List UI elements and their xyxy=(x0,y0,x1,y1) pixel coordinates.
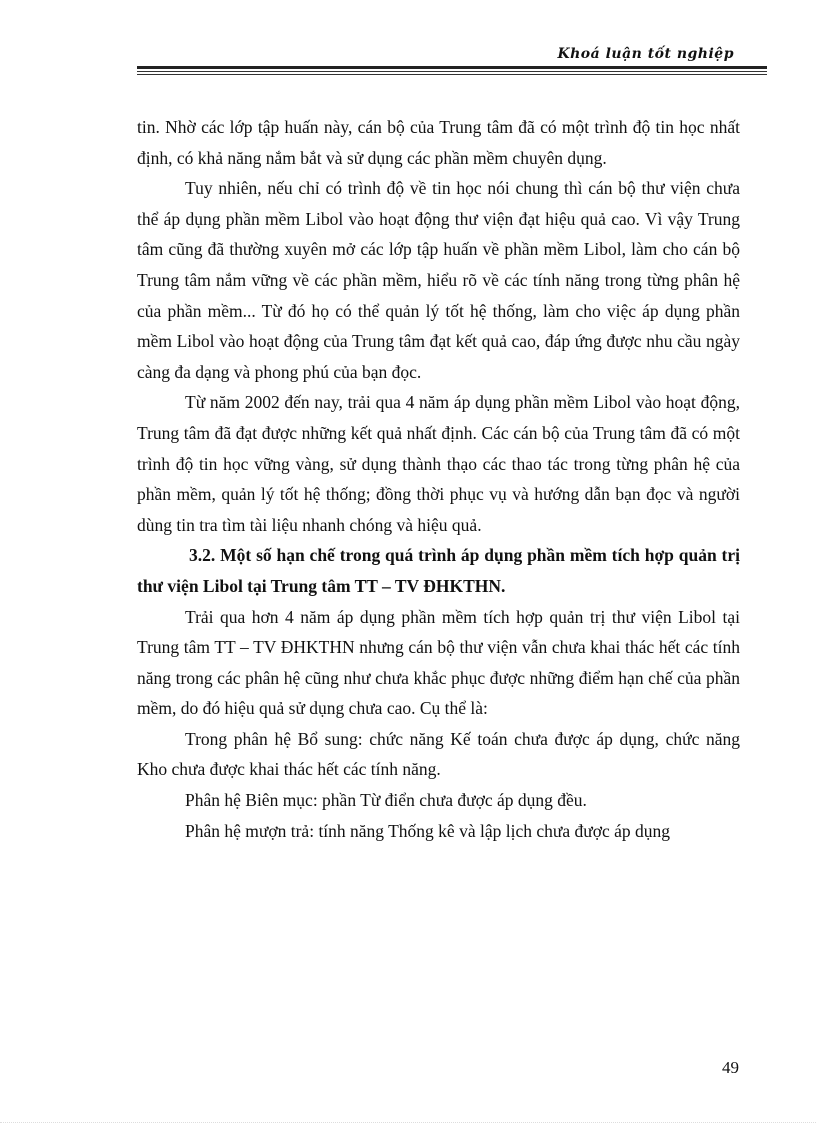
header-rule-thin xyxy=(137,74,767,75)
header-title: Khoá luận tốt nghiệp xyxy=(557,46,734,62)
body-text xyxy=(137,112,740,846)
paragraph: Phân hệ mượn trả: tính năng Thống kê và lập lịch chưa được áp dụng xyxy=(185,820,671,841)
page-number: 49 xyxy=(722,1058,739,1077)
section-heading: 3.2. Một số hạn chế trong quá trình áp dụng phần mềm tích hợp quản trị thư viện Libol tại Trung tâm TT – TV ĐHKTHN. xyxy=(137,545,740,596)
paragraph: Tuy nhiên, nếu chỉ có trình độ về tin học nói chung thì cán bộ thư viện chưa thể áp dụng phần mềm Libol vào hoạt động thư viện đạt hiệu quả cao. Vì vậy Trung tâm cũng đã thường xuyên mở các lớp tập huấn về phần mềm Libol, làm cho cán bộ Trung tâm nắm vững về các phần mềm, hiểu rõ về các tính năng trong từng phân hệ của phần mềm... Từ đó họ có thể quản lý tốt hệ thống, làm cho việc áp dụng phần mềm Libol vào hoạt động của Trung tâm đạt kết quả cao, đáp ứng được nhu cầu ngày càng đa dạng và phong phú của bạn đọc. xyxy=(137,178,740,382)
paragraph: Từ năm 2002 đến nay, trải qua 4 năm áp dụng phần mềm Libol vào hoạt động, Trung tâm đã đạt được những kết quả nhất định. Các cán bộ của Trung tâm đã có một trình độ tin học vững vàng, sử dụng thành thạo các thao tác trong từng phân hệ của phần mềm, quản lý tốt hệ thống; đồng thời phục vụ và hướng dẫn bạn đọc và người dùng tin tra tìm tài liệu nhanh chóng và hiệu quả. xyxy=(137,392,740,535)
header-rule-thick xyxy=(137,66,767,69)
paragraph: Trong phân hệ Bổ sung: chức năng Kế toán chưa được áp dụng, chức năng Kho chưa được khai thác hết các tính năng. xyxy=(137,728,740,780)
header-rule-thin xyxy=(137,71,767,72)
paragraph: Trải qua hơn 4 năm áp dụng phần mềm tích hợp quản trị thư viện Libol tại Trung tâm TT – TV ĐHKTHN nhưng cán bộ thư viện vẫn chưa khai thác hết các tính năng trong các phân hệ cũng như chưa khắc phục được những điểm hạn chế của phần mềm, do đó hiệu quả sử dụng chưa cao. Cụ thể là: xyxy=(137,606,740,719)
paragraph-continuation: tin. Nhờ các lớp tập huấn này, cán bộ của Trung tâm đã có một trình độ tin học nhất định, có khả năng nắm bắt và sử dụng các phần mềm chuyên dụng. xyxy=(137,117,740,168)
paragraph: Phân hệ Biên mục: phần Từ điển chưa được áp dụng đều. xyxy=(185,790,587,811)
